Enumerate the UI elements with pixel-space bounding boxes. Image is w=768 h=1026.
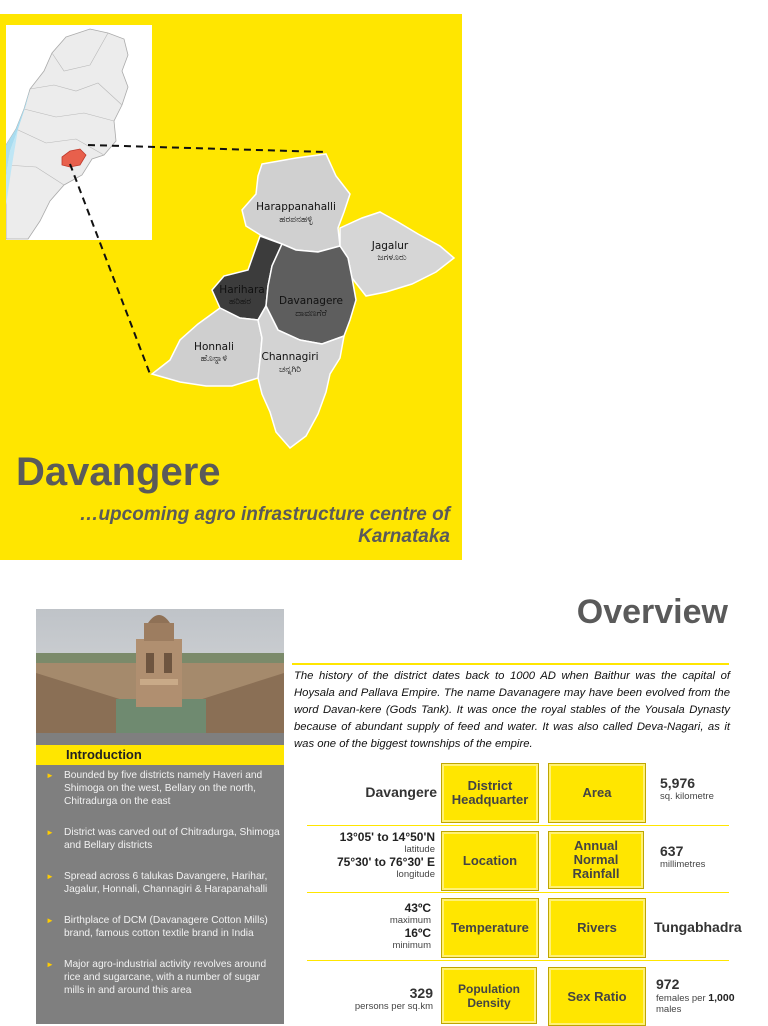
area-label-box: Area xyxy=(548,763,646,823)
taluk-label-jagalur: Jagalur xyxy=(371,240,409,252)
density-value-group xyxy=(330,985,433,1012)
list-item: ► Bounded by five districts namely Haveri and Shimoga on the west, Bellary on the north, Chitradurga on the east xyxy=(46,770,263,807)
rainfall-value-group xyxy=(660,843,760,870)
bullet-arrow-icon: ► xyxy=(46,916,54,925)
rainfall-unit: millimetres xyxy=(660,859,706,870)
temperature-label-box: Temperature xyxy=(441,898,539,958)
taluk-kannada-harihara: ಹರಿಹರ xyxy=(229,297,251,307)
list-item: ► Major agro-industrial activity revolves around rice and sugarcane, with a number of sugar mills in and around this area xyxy=(46,959,267,996)
introduction-heading: Introduction xyxy=(66,747,142,762)
subtitle-line-1: …upcoming agro infrastructure centre of xyxy=(79,504,450,525)
density-label-box: Population Density xyxy=(441,967,537,1024)
row-divider xyxy=(307,825,729,826)
rainfall-label-box: Annual Normal Rainfall xyxy=(548,831,644,889)
taluk-label-harihara: Harihara xyxy=(219,284,265,296)
rainfall-value: 637 xyxy=(660,843,684,859)
sex-ratio-label-box: Sex Ratio xyxy=(548,967,646,1026)
title-underline xyxy=(292,663,729,665)
location-value-group xyxy=(300,830,435,880)
area-value-group xyxy=(660,775,760,802)
taluk-label-harappanahalli: Harappanahalli xyxy=(256,201,336,213)
introduction-panel xyxy=(36,733,284,1024)
temperature-max: 43ºC xyxy=(404,901,431,915)
sex-ratio-unit: females per 1,000 xyxy=(656,992,735,1004)
overview-slide xyxy=(0,585,768,1024)
bullet-arrow-icon: ► xyxy=(46,828,54,837)
list-item: ► District was carved out of Chitradurga, Shimoga and Bellary districts xyxy=(46,827,280,851)
sex-ratio-value: 972 xyxy=(656,976,680,992)
hq-value: Davangere xyxy=(365,784,437,800)
sex-ratio-unit-suffix: males xyxy=(656,1004,682,1015)
taluk-kannada-honnali: ಹೊನ್ನಾಳಿ xyxy=(200,354,228,364)
introduction-heading-bar xyxy=(36,745,284,765)
list-item: ► Birthplace of DCM (Davanagere Cotton Mills) brand, famous cotton textile brand in India xyxy=(46,915,268,939)
taluk-kannada-davanagere: ದಾವಣಗೆರೆ xyxy=(295,309,327,319)
area-value: 5,976 xyxy=(660,775,696,791)
latitude-unit: latitude xyxy=(404,844,435,855)
bullet-arrow-icon: ► xyxy=(46,872,54,881)
introduction-bullets xyxy=(46,769,282,1015)
temple-tank-photo xyxy=(36,609,284,733)
longitude-unit: longitude xyxy=(396,869,435,880)
slide-subtitle xyxy=(10,504,450,548)
history-paragraph: The history of the district dates back to 1000 AD when Baithur was the capital of Hoysala and Pallava Empire. The name Davanagere may have been evolved from the word Davan-kere (Gods Tank). It was once the royal stables of the Yousala Dynasty because of abundant supply of feed and water. It was also called Deva-Nagari, as it was one of the biggest townships of the empire. xyxy=(294,670,730,750)
temperature-max-unit: maximum xyxy=(389,915,431,926)
taluk-kannada-jagalur: ಜಗಳೂರು xyxy=(377,253,407,263)
hq-label-box: District Headquarter xyxy=(441,763,539,823)
rivers-label-box: Rivers xyxy=(548,898,646,958)
taluk-label-honnali: Honnali xyxy=(194,341,234,353)
list-item: ► Spread across 6 talukas Davangere, Harihar, Jagalur, Honnali, Channagiri & Harapanahalli xyxy=(46,871,268,895)
temperature-value-group xyxy=(330,901,431,951)
row-divider xyxy=(307,892,729,893)
location-label-box: Location xyxy=(441,831,539,891)
bullet-arrow-icon: ► xyxy=(46,771,54,780)
density-value: 329 xyxy=(409,985,433,1001)
taluk-kannada-channagiri: ಚನ್ನಗಿರಿ xyxy=(278,365,302,375)
overview-title: Overview xyxy=(576,593,728,631)
row-divider xyxy=(307,960,729,961)
longitude-value: 75°30' to 76°30' E xyxy=(336,855,435,869)
davanagere-region xyxy=(266,244,356,344)
density-unit: persons per sq.km xyxy=(354,1001,433,1012)
temperature-min-unit: minimum xyxy=(392,940,431,951)
area-unit: sq. kilometre xyxy=(660,791,714,802)
title-slide xyxy=(0,14,462,560)
rivers-value: Tungabhadra xyxy=(654,919,742,935)
taluk-label-davanagere: Davanagere xyxy=(279,295,343,307)
bullet-arrow-icon: ► xyxy=(46,960,54,969)
taluk-label-channagiri: Channagiri xyxy=(261,351,319,363)
latitude-value: 13°05' to 14°50'N xyxy=(339,830,435,844)
subtitle-line-2: Karnataka xyxy=(358,526,450,547)
temperature-min: 16ºC xyxy=(404,926,431,940)
slide-title: Davangere xyxy=(16,450,221,494)
sex-ratio-value-group xyxy=(656,976,766,1015)
taluk-kannada-harappanahalli: ಹರಪನಹಳ್ಳಿ xyxy=(279,215,313,225)
